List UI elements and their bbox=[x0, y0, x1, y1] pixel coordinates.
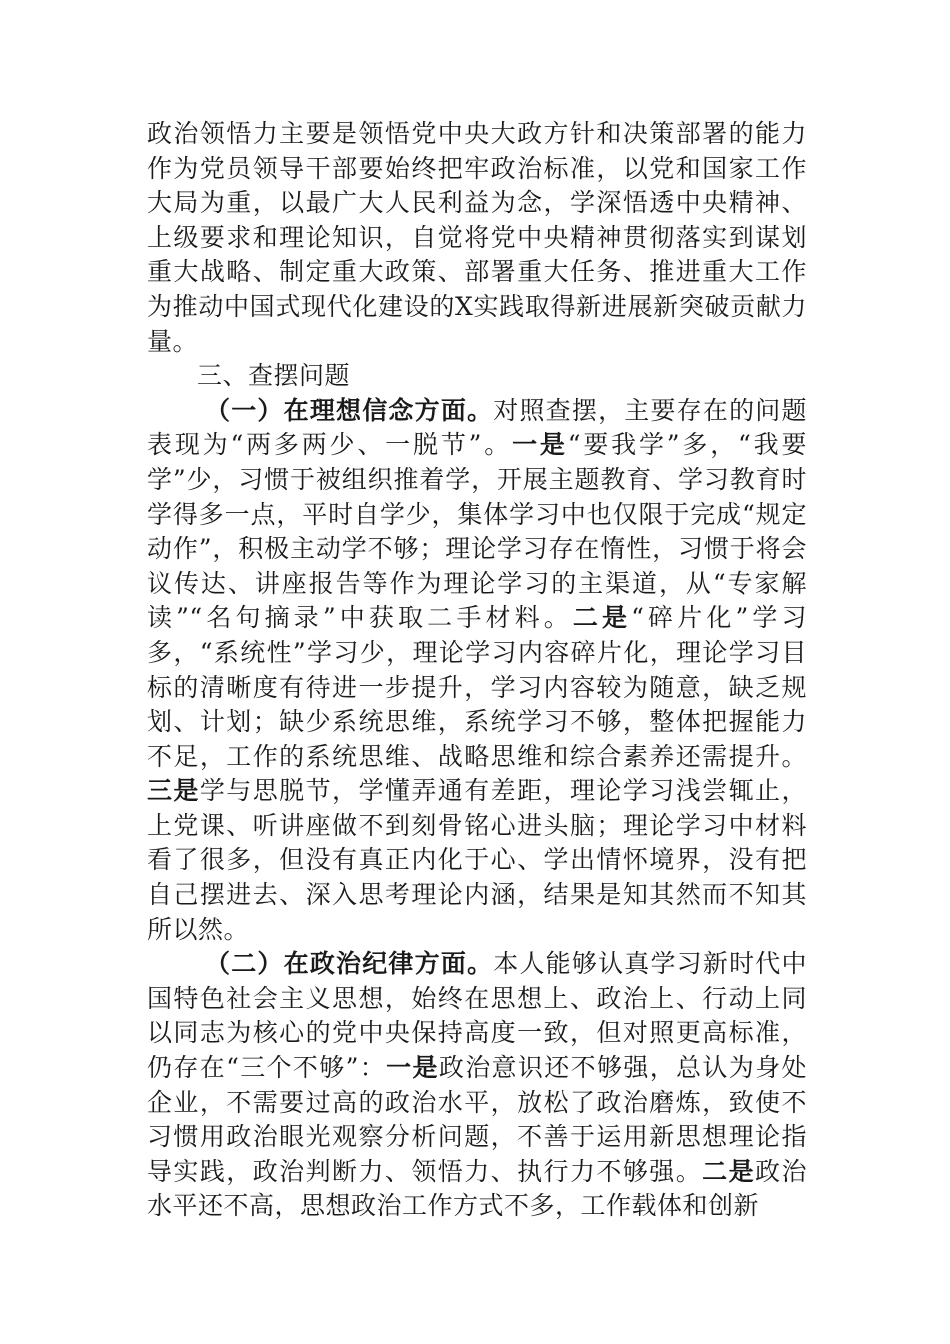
item2-text-3: 政治水平还不高，思想政治工作方式不多，工作载体和创新 bbox=[147, 1156, 807, 1221]
item2-keyword-2: 二是 bbox=[702, 1156, 756, 1186]
intro-paragraph bbox=[147, 117, 807, 359]
item2-paragraph bbox=[147, 947, 807, 1224]
item1-title: （一）在理想信念方面。 bbox=[205, 395, 494, 425]
item1-text-2: “要我学”多，“我要学”少，习惯于被组织推着学，开展主题教育、学习教育时学得多一点，平时自学少，集体学习中也仅限于完成“规定动作”，积极主动学不够；理论学习存在惰性，习惯于将会议传达、讲座报告等作为理论学习的主渠道，从“专家解读”“名句摘录”中获取二手材料。 bbox=[147, 430, 807, 633]
item1-text-4: 学与思脱节，学懂弄通有差距，理论学习浅尝辄止，上党课、听讲座做不到刻骨铭心进头脑；理论学习中材料看了很多，但没有真正内化于心、学出情怀境界，没有把自己摆进去、深入思考理论内涵，结果是知其然而不知其所以然。 bbox=[147, 776, 807, 944]
document-body bbox=[147, 117, 807, 1224]
item1-text-1: 对照查摆，主要存在的问题表现为“两多两少、一脱节”。 bbox=[147, 395, 807, 460]
item1-paragraph bbox=[147, 394, 807, 948]
item2-text-2: 政治意识还不够强，总认为身处企业，不需要过高的政治水平，放松了政治磨炼，致使不习惯用政治眼光观察分析问题，不善于运用新思想理论指导实践，政治判断力、领悟力、执行力不够强。 bbox=[147, 1053, 807, 1186]
section-heading bbox=[147, 359, 807, 394]
item1-keyword-1: 一是 bbox=[512, 430, 568, 460]
item1-keyword-2: 二是 bbox=[572, 603, 632, 633]
item2-keyword-1: 一是 bbox=[386, 1053, 439, 1083]
item1-text-3: “碎片化”学习多，“系统性”学习少，理论学习内容碎片化，理论学习目标的清晰度有待进一步提升，学习内容较为随意，缺乏规划、计划；缺少系统思维，系统学习不够，整体把握能力不足，工作的系统思维、战略思维和综合素养还需提升。 bbox=[147, 603, 808, 771]
item1-keyword-3: 三是 bbox=[147, 776, 200, 806]
item2-text-1: 本人能够认真学习新时代中国特色社会主义思想，始终在思想上、政治上、行动上同以同志为核心的党中央保持高度一致，但对照更高标准，仍存在“三个不够”： bbox=[147, 949, 807, 1083]
item2-title: （二）在政治纪律方面。 bbox=[205, 949, 494, 979]
intro-text: 政治领悟力主要是领悟党中央大政方针和决策部署的能力作为党员领导干部要始终把牢政治标准，以党和国家工作大局为重，以最广大人民利益为念，学深悟透中央精神、上级要求和理论知识，自觉将党中央精神贯彻落实到谋划重大战略、制定重大政策、部署重大任务、推进重大工作为推动中国式现代化建设的X实践取得新进展新突破贡献力量。 bbox=[147, 119, 807, 356]
section-heading-text: 三、查摆问题 bbox=[197, 361, 351, 391]
